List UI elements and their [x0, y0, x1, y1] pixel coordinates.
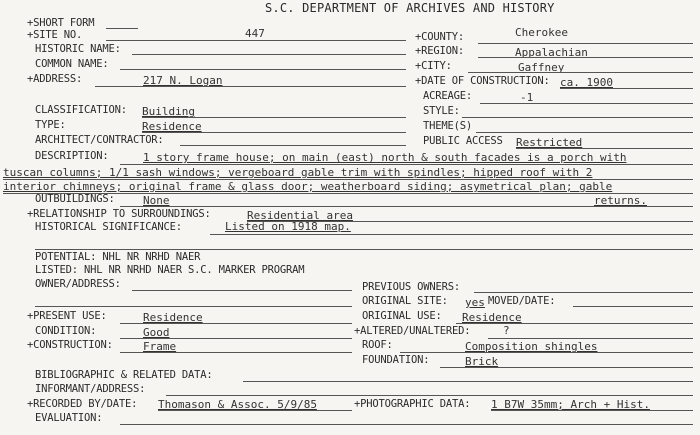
bibliographic-line	[243, 381, 693, 382]
acreage-value: -1	[520, 91, 534, 104]
short-form-label: +SHORT FORM	[27, 17, 95, 29]
recorded-by-value: Thomason & Assoc. 5/9/85	[158, 398, 317, 411]
bibliographic-label: BIBLIOGRAPHIC & RELATED DATA:	[35, 369, 213, 381]
architect-label: ARCHITECT/CONTRACTOR:	[35, 134, 164, 146]
classification-label: CLASSIFICATION:	[35, 104, 127, 116]
classification-line	[142, 117, 406, 118]
description-line-4: returns.	[594, 194, 647, 207]
significance-value: Listed on 1918 map.	[225, 220, 351, 233]
present-use-value: Residence	[143, 311, 203, 324]
description-label: DESCRIPTION:	[35, 150, 109, 162]
county-line	[478, 43, 693, 44]
city-value: Gaffney	[518, 61, 565, 74]
relationship-value: Residential area	[247, 209, 353, 222]
outbuildings-label: OUTBUILDINGS:	[35, 193, 115, 205]
date-construction-line	[560, 88, 693, 89]
address-value: 217 N. Logan	[143, 74, 223, 87]
recorded-by-label: +RECORDED BY/DATE:	[27, 398, 138, 410]
significance-label: HISTORICAL SIGNIFICANCE:	[35, 221, 182, 233]
type-value: Residence	[142, 120, 202, 133]
significance-extra-line	[35, 249, 693, 250]
construction-line	[120, 352, 352, 353]
original-use-value: Residence	[462, 311, 522, 324]
informant-label: INFORMANT/ADDRESS:	[35, 383, 146, 395]
roof-label: ROOF:	[362, 339, 393, 351]
foundation-label: FOUNDATION:	[362, 354, 430, 366]
significance-line	[210, 234, 693, 235]
owner-extra-line	[35, 306, 352, 307]
public-access-value: Restricted	[516, 136, 583, 149]
altered-label: +ALTERED/UNALTERED:	[354, 325, 471, 337]
foundation-value: Brick	[465, 355, 499, 368]
evaluation-line	[120, 424, 693, 425]
roof-value: Composition shingles	[465, 340, 598, 353]
relationship-label: +RELATIONSHIP TO SURROUNDINGS:	[27, 208, 211, 220]
type-line	[142, 132, 406, 133]
potential-label: POTENTIAL: NHL NR NRHD NAER	[35, 251, 201, 263]
photographic-line	[491, 410, 693, 411]
common-name-line	[120, 69, 406, 70]
type-label: TYPE:	[35, 119, 66, 131]
region-line	[478, 57, 693, 58]
county-label: +COUNTY:	[415, 31, 464, 43]
date-construction-value: ca. 1900	[560, 76, 613, 89]
present-use-label: +PRESENT USE:	[27, 310, 107, 322]
foundation-line	[440, 367, 693, 368]
public-access-line	[516, 148, 693, 149]
photographic-label: +PHOTOGRAPHIC DATA:	[354, 398, 471, 410]
address-line	[95, 86, 406, 87]
original-site-value: yes	[465, 296, 485, 309]
description-line-3: interior chimneys; original frame & glass door; weatherboard siding; asymetrical plan; gable	[3, 180, 613, 193]
theme-label: THEME(S)	[423, 120, 472, 132]
moved-date-line	[573, 306, 693, 307]
previous-owners-label: PREVIOUS OWNERS:	[362, 281, 460, 293]
historic-name-line	[132, 54, 406, 55]
photographic-value: 1 B7W 35mm; Arch + Hist.	[491, 398, 650, 411]
address-label: +ADDRESS:	[27, 73, 83, 85]
site-no-value: 447	[245, 27, 265, 40]
common-name-label: COMMON NAME:	[35, 58, 109, 70]
recorded-by-line	[158, 410, 352, 411]
original-use-label: ORIGINAL USE:	[362, 310, 442, 322]
county-value: Cherokee	[515, 26, 568, 39]
original-use-line	[456, 323, 693, 324]
site-no-line	[106, 40, 406, 41]
description-line-2: tuscan columns; 1/1 sash windows; vergeboard gable trim with spindles; hipped roof with 2	[3, 166, 593, 179]
outbuildings-value: None	[143, 194, 170, 207]
informant-line	[166, 395, 693, 396]
historic-name-label: HISTORIC NAME:	[35, 43, 121, 55]
date-construction-label: +DATE OF CONSTRUCTION:	[415, 75, 550, 87]
altered-value: ?	[503, 324, 510, 337]
theme-line	[476, 132, 693, 133]
acreage-label: ACREAGE:	[423, 90, 472, 102]
condition-label: CONDITION:	[35, 325, 97, 337]
style-line	[462, 117, 693, 118]
city-label: +CITY:	[415, 60, 452, 72]
condition-line	[120, 338, 352, 339]
acreage-line	[480, 103, 693, 104]
evaluation-label: EVALUATION:	[35, 412, 103, 424]
region-value: Appalachian	[515, 46, 588, 59]
roof-line	[400, 352, 693, 353]
construction-value: Frame	[143, 340, 177, 353]
present-use-line	[120, 323, 352, 324]
description-rule-1	[120, 164, 693, 165]
previous-owners-line	[474, 292, 693, 293]
form-title: S.C. DEPARTMENT OF ARCHIVES AND HISTORY	[265, 1, 555, 15]
region-label: +REGION:	[415, 45, 464, 57]
public-access-label: PUBLIC ACCESS	[423, 135, 503, 147]
description-line-1: 1 story frame house; on main (east) north & south facades is a porch with	[143, 151, 627, 164]
outbuildings-line	[120, 206, 693, 207]
owner-label: OWNER/ADDRESS:	[35, 278, 121, 290]
short-form-line	[106, 28, 138, 29]
classification-value: Building	[142, 105, 195, 118]
city-line	[468, 72, 693, 73]
condition-value: Good	[143, 326, 170, 339]
construction-label: +CONSTRUCTION:	[27, 339, 113, 351]
architect-line	[180, 145, 406, 146]
style-label: STYLE:	[423, 105, 460, 117]
site-no-label: +SITE NO.	[27, 29, 83, 41]
moved-date-label: MOVED/DATE:	[488, 295, 556, 307]
listed-label: LISTED: NHL NR NRHD NAER S.C. MARKER PROGRAM	[35, 264, 305, 276]
altered-line	[488, 338, 693, 339]
original-site-label: ORIGINAL SITE:	[362, 295, 448, 307]
owner-line	[132, 290, 352, 291]
